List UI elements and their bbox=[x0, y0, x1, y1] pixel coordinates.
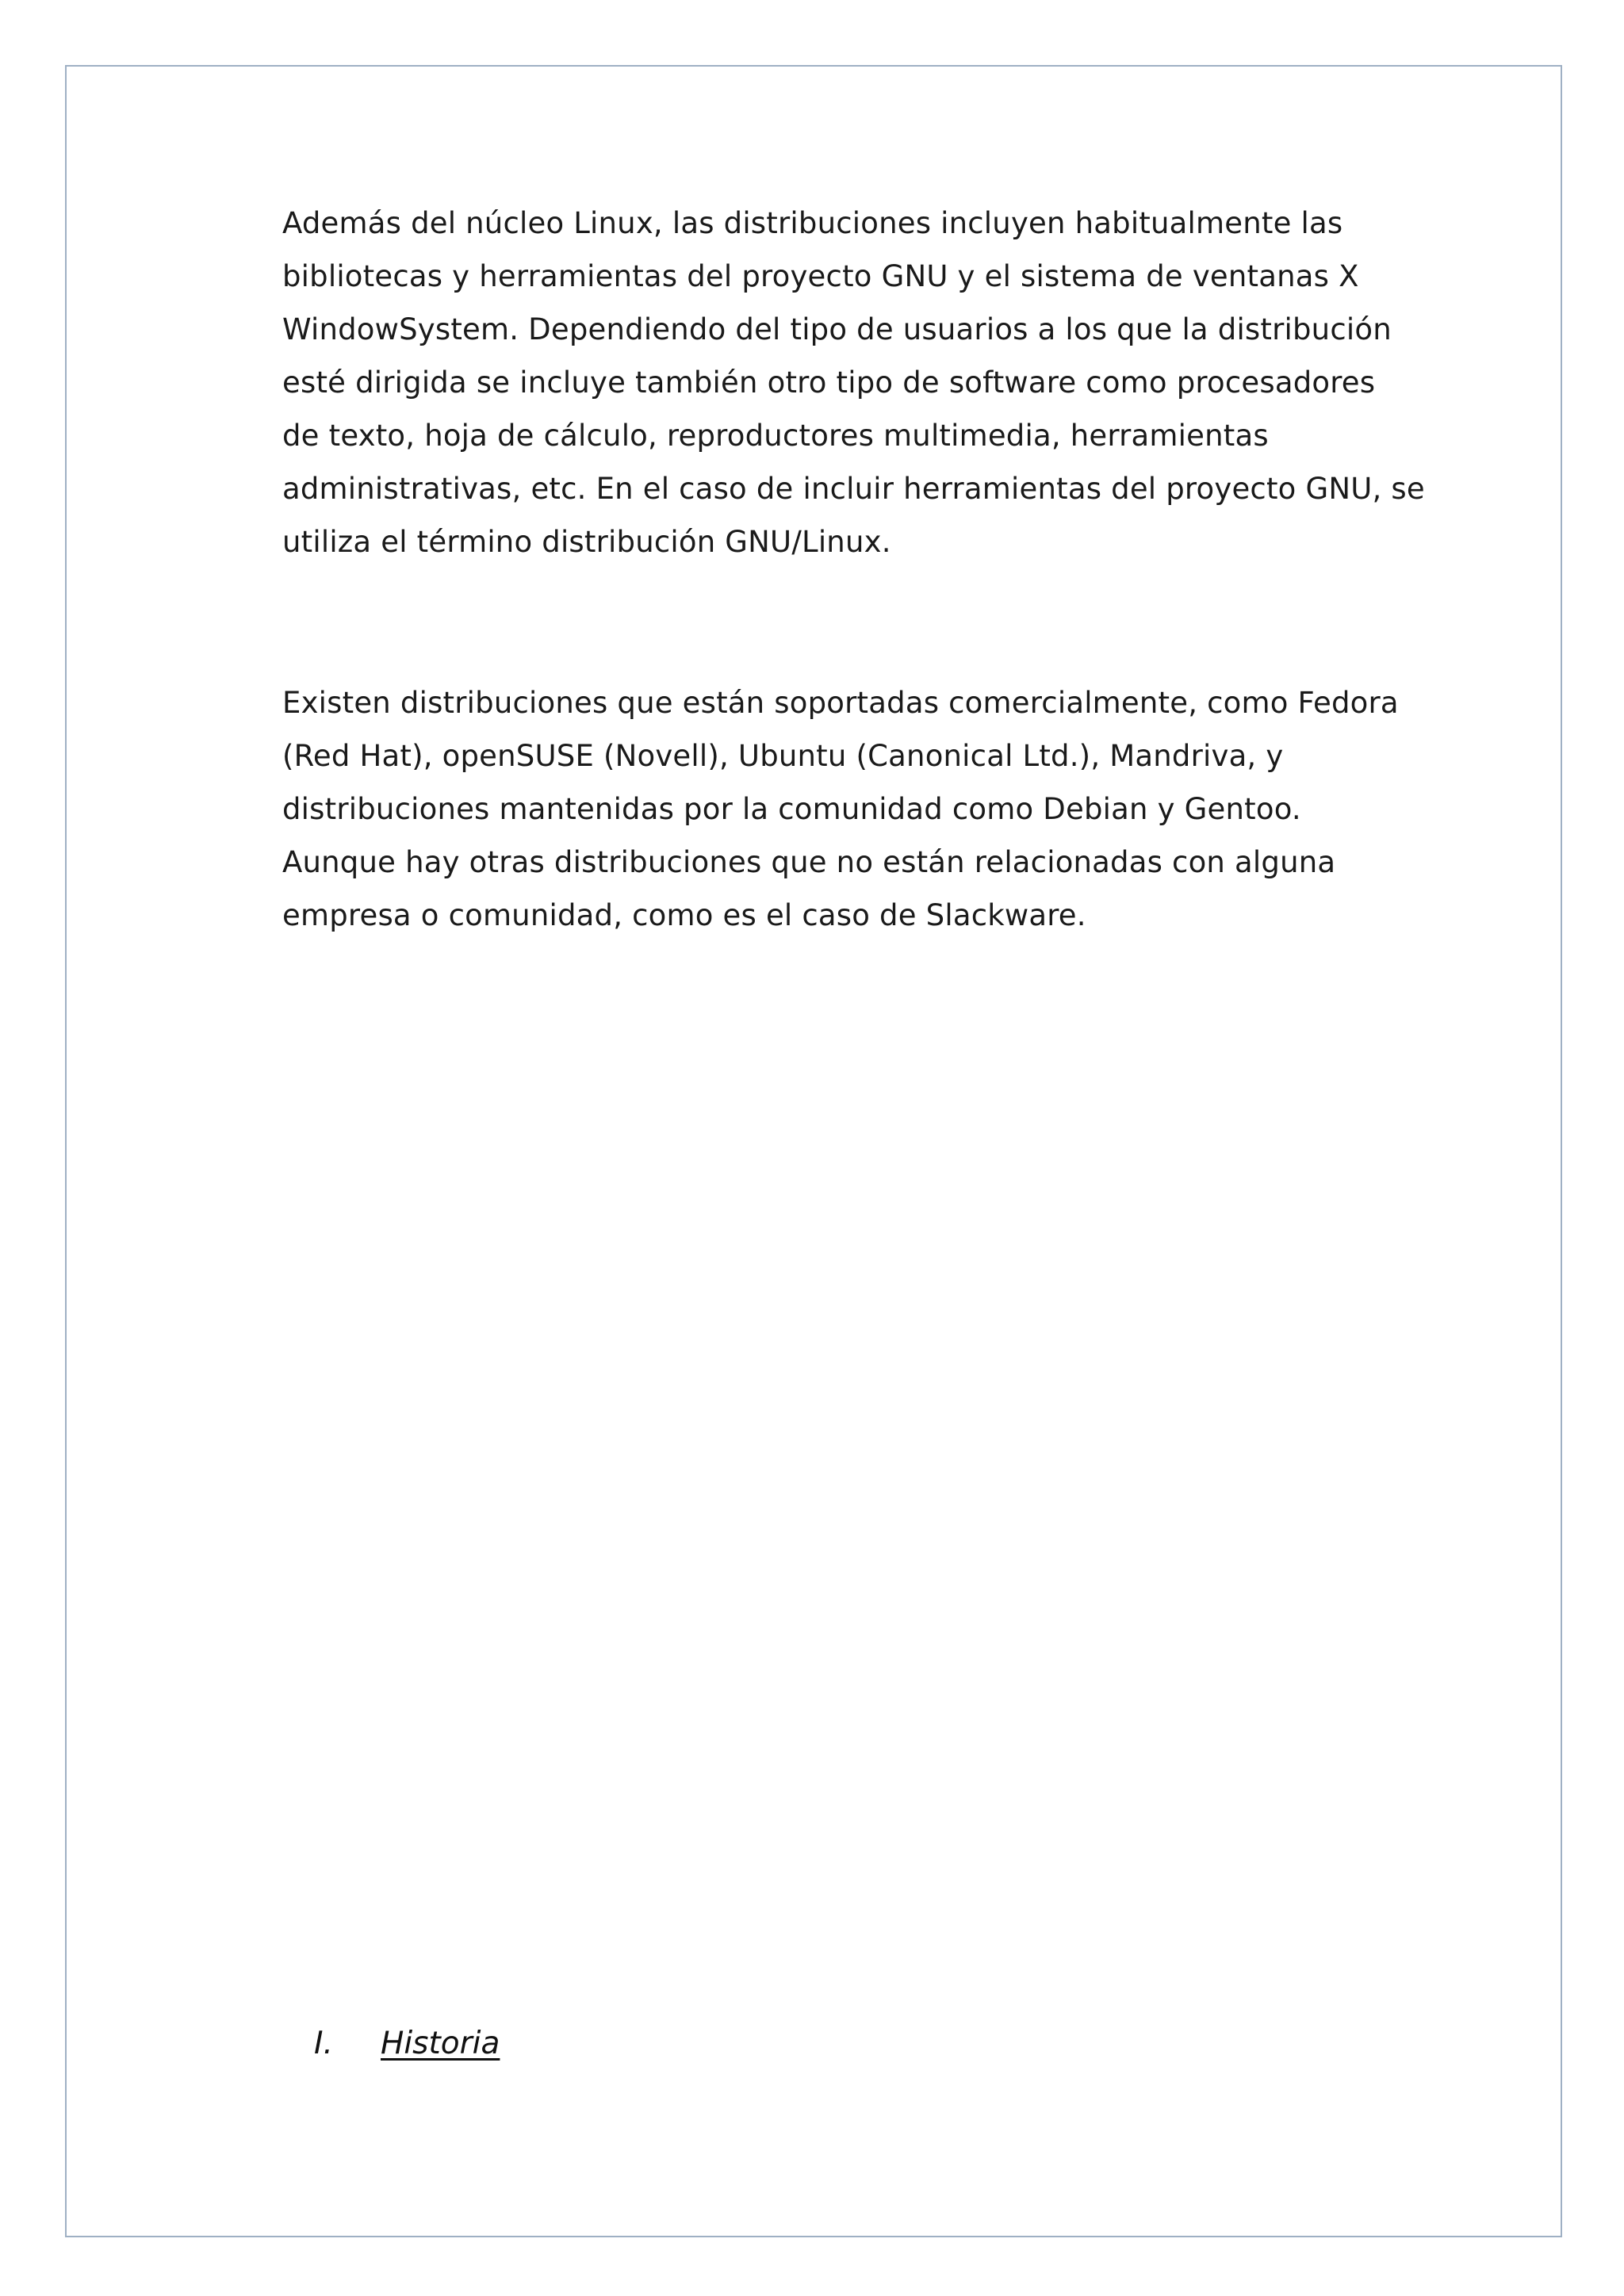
text-line: (Red Hat), openSUSE (Novell), Ubuntu (Canonical Ltd.), Mandriva, y bbox=[282, 739, 1284, 773]
section-number: I. bbox=[314, 2026, 333, 2061]
text-line: empresa o comunidad, como es el caso de Slackware. bbox=[282, 898, 1086, 932]
section-title: Historia bbox=[381, 2026, 500, 2061]
section-heading bbox=[314, 2020, 500, 2068]
text-line: bibliotecas y herramientas del proyecto GNU y el sistema de ventanas X bbox=[282, 259, 1359, 293]
text-line: utiliza el término distribución GNU/Linux. bbox=[282, 525, 891, 559]
paragraph-commercial-distributions bbox=[282, 676, 1408, 942]
text-line: administrativas, etc. En el caso de incluir herramientas del proyecto GNU, se bbox=[282, 472, 1425, 506]
paragraph-distributions-software bbox=[282, 197, 1425, 568]
text-line: Además del núcleo Linux, las distribuciones incluyen habitualmente las bbox=[282, 206, 1343, 240]
text-line: Aunque hay otras distribuciones que no están relacionadas con alguna bbox=[282, 845, 1336, 879]
text-line: esté dirigida se incluye también otro tipo de software como procesadores bbox=[282, 365, 1376, 400]
text-line: distribuciones mantenidas por la comunidad como Debian y Gentoo. bbox=[282, 792, 1301, 826]
text-line: WindowSystem. Dependiendo del tipo de usuarios a los que la distribución bbox=[282, 312, 1392, 346]
text-line: Existen distribuciones que están soportadas comercialmente, como Fedora bbox=[282, 686, 1399, 720]
text-line: de texto, hoja de cálculo, reproductores multimedia, herramientas bbox=[282, 419, 1269, 453]
